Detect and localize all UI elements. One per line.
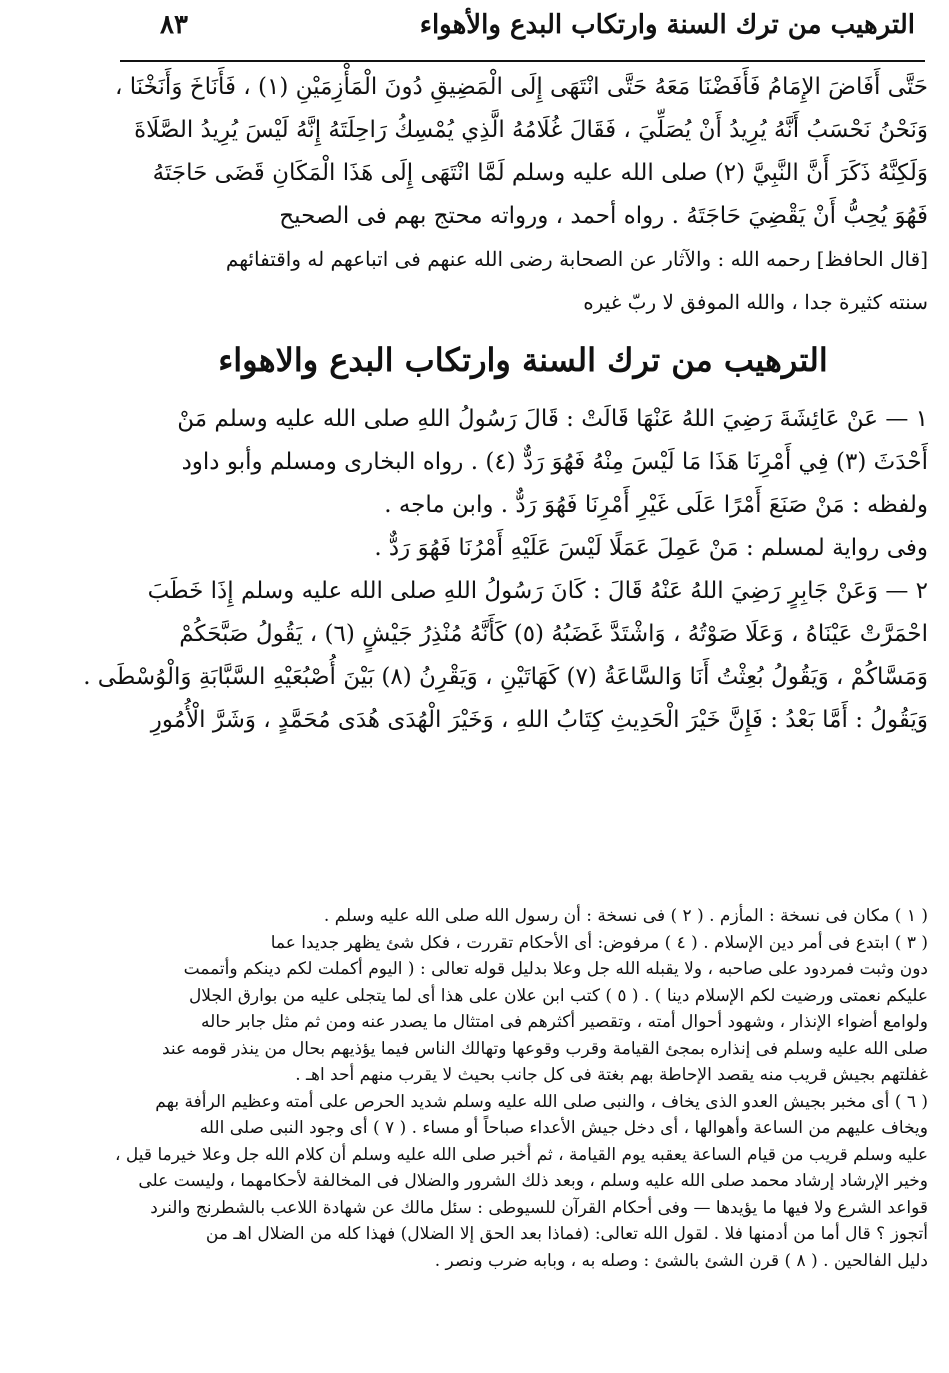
hadith-1-line: أَحْدَثَ (٣) فِي أَمْرِنَا هَذَا مَا لَيْسَ مِنْهُ فَهُوَ رَدٌّ (٤) . رواه البخارى ومسلم وأبو داود bbox=[181, 449, 928, 475]
footnote-line: دليل الفالحين . ( ٨ ) قرن الشئ بالشئ : وصله به ، وبابه ضرب ونصر . bbox=[434, 1250, 928, 1271]
text-line: حَتَّى أَفَاضَ الإِمَامُ فَأَفَضْنَا مَعَهُ حَتَّى انْتَهَى إِلَى الْمَضِيقِ دُونَ الْمَأْزِمَيْنِ (١) ، فَأَنَاخَ وَأَنَخْنَا ، bbox=[115, 74, 928, 100]
hafiz-note-line: سنته كثيرة جدا ، والله الموفق لا ربّ غيره bbox=[583, 290, 928, 314]
running-title: الترهيب من ترك السنة وارتكاب البدع والأهواء bbox=[419, 10, 915, 40]
footnote-line: ( ٣ ) ابتدع فى أمر دين الإسلام . ( ٤ ) مرفوض: أى الأحكام تقررت ، فكل شئ يظهر جديدا عما bbox=[270, 932, 928, 953]
hadith-1-line: ولفظه : مَنْ صَنَعَ أَمْرًا عَلَى غَيْرِ أَمْرِنَا فَهُوَ رَدٌّ . وابن ماجه . bbox=[384, 492, 928, 518]
footnote-line: أتجوز ؟ قال أما من أدمنها فلا . لقول الله تعالى: (فماذا بعد الحق إلا الضلال) فهذا كله من الضلال اهـ من bbox=[205, 1224, 928, 1244]
footnote-line: عليكم نعمتى ورضيت لكم الإسلام دينا ) . ( ٥ ) كتب ابن علان على هذا أى لما يتجلى عليه من بوارق الجلال bbox=[188, 985, 928, 1006]
footnote-line: دون وثبت فمردود على صاحبه ، ولا يقبله الله جل وعلا بدليل قوله تعالى : ( اليوم أكملت لكم دينكم وأتممت bbox=[183, 959, 928, 979]
text-line: فَهُوَ يُحِبُّ أَنْ يَقْضِيَ حَاجَتَهُ . رواه أحمد ، ورواته محتج بهم فى الصحيح bbox=[279, 203, 928, 229]
hadith-2-line: وَيَقُولُ : أَمَّا بَعْدُ : فَإِنَّ خَيْرَ الْحَدِيثِ كِتَابُ اللهِ ، وَخَيْرَ الْهُدَى هُدَى مُحَمَّدٍ ، وَشَرَّ الْأُمُورِ bbox=[150, 707, 928, 733]
hadith-2-line: ٢ — وَعَنْ جَابِرٍ رَضِيَ اللهُ عَنْهُ قَالَ : كَانَ رَسُولُ اللهِ صلى الله عليه وسلم إِذَا خَطَبَ bbox=[147, 578, 928, 604]
page-number: ٨٣ bbox=[160, 10, 188, 40]
footnote-line: ولوامع أضواء الإنذار ، وشهود أحوال أمته ، وتقصير أكثرهم فى امتثال ما يصدر عنه ومن ثم مثل جابر حاله bbox=[201, 1012, 928, 1032]
footnote-line: صلى الله عليه وسلم فى إنذاره بمجئ القيامة وقرب وقوعها وتهالك الناس فيما يؤذيهم بحال من ينذر قومه عند bbox=[161, 1038, 928, 1059]
hadith-2-line: احْمَرَّتْ عَيْنَاهُ ، وَعَلَا صَوْتُهُ ، وَاشْتَدَّ غَضَبُهُ (٥) كَأَنَّهُ مُنْذِرُ جَيْشٍ (٦) ، يَقُولُ صَبَّحَكُمْ bbox=[179, 621, 928, 647]
section-heading: الترهيب من ترك السنة وارتكاب البدع والاهواء bbox=[218, 341, 828, 379]
footnote-line: ( ٦ ) أى مخبر بجيش العدو الذى يخاف ، والنبى صلى الله عليه وسلم شديد الحرص على أمته وعظيم الرأفة بهم bbox=[155, 1091, 928, 1112]
footnotes bbox=[115, 903, 928, 1274]
hadith-2-line: وَمَسَّاكُمْ ، وَيَقُولُ بُعِثْتُ أَنَا وَالسَّاعَةُ (٧) كَهَاتَيْنِ ، وَيَقْرِنُ (٨) بَيْنَ أُصْبُعَيْهِ السَّبَّابَةِ وَالْوُسْطَى . bbox=[83, 664, 928, 690]
main-text bbox=[83, 66, 928, 742]
hadith-1-line: وفى رواية لمسلم : مَنْ عَمِلَ عَمَلًا لَيْسَ عَلَيْهِ أَمْرُنَا فَهُوَ رَدٌّ . bbox=[374, 535, 928, 561]
page-header bbox=[120, 6, 925, 62]
text-line: وَلَكِنَّهُ ذَكَرَ أَنَّ النَّبِيَّ (٢) صلى الله عليه وسلم لَمَّا انْتَهَى إِلَى هَذَا الْمَكَانِ قَضَى حَاجَتَهُ bbox=[152, 160, 928, 186]
footnote-line: غفلتهم بجيش قريب منه يقصد الإحاطة بهم بغتة فى كل جانب بحيث لا يقرب منهم أحد اهـ . bbox=[295, 1065, 928, 1085]
hafiz-note-line: [قال الحافظ] رحمه الله : والآثار عن الصحابة رضى الله عنهم فى اتباعهم له واقتفائهم bbox=[225, 247, 928, 271]
text-line: وَنَحْنُ نَحْسَبُ أَنَّهُ يُرِيدُ أَنْ يُصَلِّيَ ، فَقَالَ غُلَامُهُ الَّذِي يُمْسِكُ رَاحِلَتَهُ إِنَّهُ لَيْسَ يُرِيدُ الصَّلَاةَ bbox=[134, 117, 928, 143]
footnote-line: وخير الإرشاد إرشاد محمد صلى الله عليه وسلم ، وبعد ذلك الشرور والضلال فى المخالفة لأحكامهما ، وليست على bbox=[138, 1171, 928, 1191]
footnote-line: عليه وسلم قريب من قيام الساعة يعقبه يوم القيامة ، ثم أخبر صلى الله عليه وسلم أن كلام الله جل وعلا خيرما قيل ، bbox=[115, 1144, 928, 1165]
footnote-line: قواعد الشرع ولا فيها ما يؤيدها — وفى أحكام القرآن للسيوطى : سئل مالك عن شهادة اللاعب بالشطرنج والنرد bbox=[150, 1197, 928, 1218]
footnote-line: ويخاف عليهم من الساعة وأهوالها ، أى دخل جيش الأعداء صباحاً أو مساء . ( ٧ ) أى وجود النبى صلى الله bbox=[199, 1118, 928, 1138]
hadith-1-line: ١ — عَنْ عَائِشَةَ رَضِيَ اللهُ عَنْهَا قَالَتْ : قَالَ رَسُولُ اللهِ صلى الله عليه وسلم مَنْ bbox=[177, 406, 928, 432]
footnote-line: ( ١ ) مكان فى نسخة : المأزم . ( ٢ ) فى نسخة : أن رسول الله صلى الله عليه وسلم . bbox=[323, 906, 928, 926]
